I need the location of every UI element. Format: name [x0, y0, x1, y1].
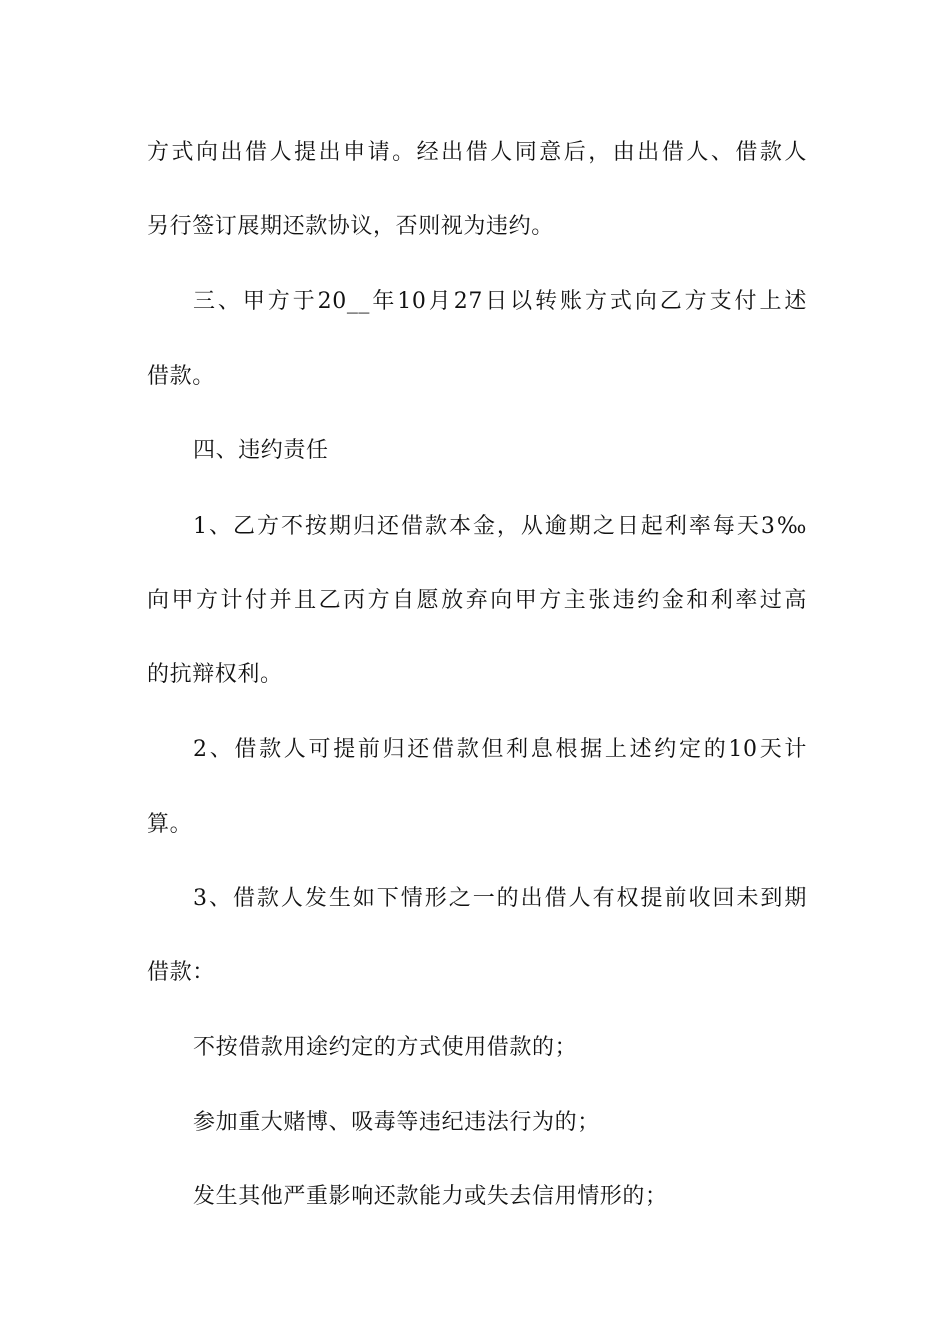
text-line: 另行签订展期还款协议，否则视为违约。 [147, 214, 554, 239]
list-item: 参加重大赌博、吸毒等违纪违法行为的； [193, 1110, 600, 1135]
list-item: 不按借款用途约定的方式使用借款的； [193, 1035, 578, 1060]
text-line: 算。 [147, 812, 193, 837]
text-line: 向甲方计付并且乙丙方自愿放弃向甲方主张违约金和利率过高 [147, 588, 807, 613]
text-line: 的抗辩权利。 [147, 662, 283, 687]
text-line: 借款： [147, 960, 215, 985]
section-heading: 四、违约责任 [193, 438, 329, 463]
text-line: 三、甲方于20__年10月27日以转账方式向乙方支付上述 [193, 289, 807, 314]
text-line: 方式向出借人提出申请。经出借人同意后，由出借人、借款人 [147, 140, 807, 165]
text-line: 1、乙方不按期归还借款本金，从逾期之日起利率每天3‰ [193, 514, 807, 539]
text-line: 3、借款人发生如下情形之一的出借人有权提前收回未到期 [193, 886, 807, 911]
text-line: 2、借款人可提前归还借款但利息根据上述约定的10天计 [193, 737, 807, 762]
list-item: 发生其他严重影响还款能力或失去信用情形的； [193, 1184, 668, 1209]
text-line: 借款。 [147, 364, 215, 389]
